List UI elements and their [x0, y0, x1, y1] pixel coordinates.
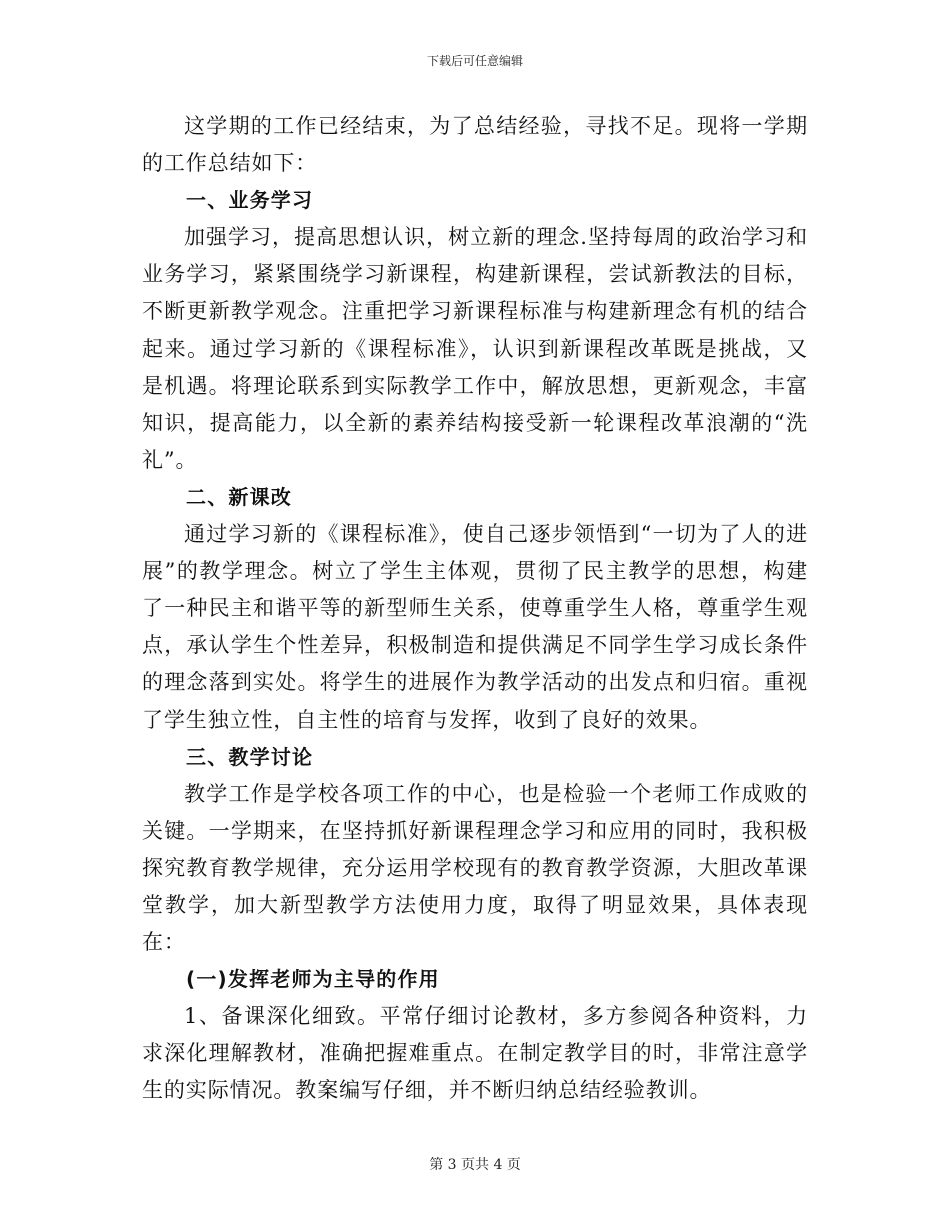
teaching-discussion-paragraph: 教学工作是学校各项工作的中心，也是检验一个老师工作成败的关键。一学期来，在坚持抓好新课程理念学习和应用的同时，我积极探究教育教学规律，充分运用学校现有的教育教学资源，大胆改革课堂教学，加大新型教学方法使用力度，取得了明显效果，具体表现在：	[142, 781, 808, 955]
intro-paragraph: 这学期的工作已经结束，为了总结经验，寻找不足。现将一学期的工作总结如下：	[142, 114, 808, 176]
lesson-preparation-paragraph: 1、备课深化细致。平常仔细讨论教材，多方参阅各种资料，力求深化理解教材，准确把握难重点。在制定教学目的时，非常注意学生的实际情况。教案编写仔细，并不断归纳总结经验教训。	[142, 1004, 808, 1103]
section-heading-business-study: 一、业务学习	[186, 188, 314, 213]
page-header: 下载后可任意编辑	[426, 54, 523, 68]
business-study-paragraph: 加强学习，提高思想认识，树立新的理念.坚持每周的政治学习和业务学习，紧紧围绕学习新课程，构建新课程，尝试新教法的目标，不断更新教学观念。注重把学习新课程标准与构建新理念有机的结合起来。通过学习新的《课程标准》，认识到新课程改革既是挑战，又是机遇。将理论联系到实际教学工作中，解放思想，更新观念，丰富知识，提高能力，以全新的素养结构接受新一轮课程改革浪潮的“洗礼”。	[142, 225, 808, 472]
section-heading-teaching-discussion: 三、教学讨论	[186, 744, 314, 769]
section-heading-new-curriculum: 二、新课改	[186, 484, 292, 509]
new-curriculum-paragraph: 通过学习新的《课程标准》，使自己逐步领悟到“一切为了人的进展”的教学理念。树立了学生主体观，贯彻了民主教学的思想，构建了一种民主和谐平等的新型师生关系，使尊重学生人格，尊重学生观点，承认学生个性差异，积极制造和提供满足不同学生学习成长条件的理念落到实处。将学生的进展作为教学活动的出发点和归宿。重视了学生独立性，自主性的培育与发挥，收到了良好的效果。	[142, 522, 808, 732]
subsection-heading-teacher-role: (一)发挥老师为主导的作用	[186, 967, 440, 992]
page-footer: 第 3 页共 4 页	[429, 1157, 521, 1173]
document-body	[142, 108, 808, 1110]
